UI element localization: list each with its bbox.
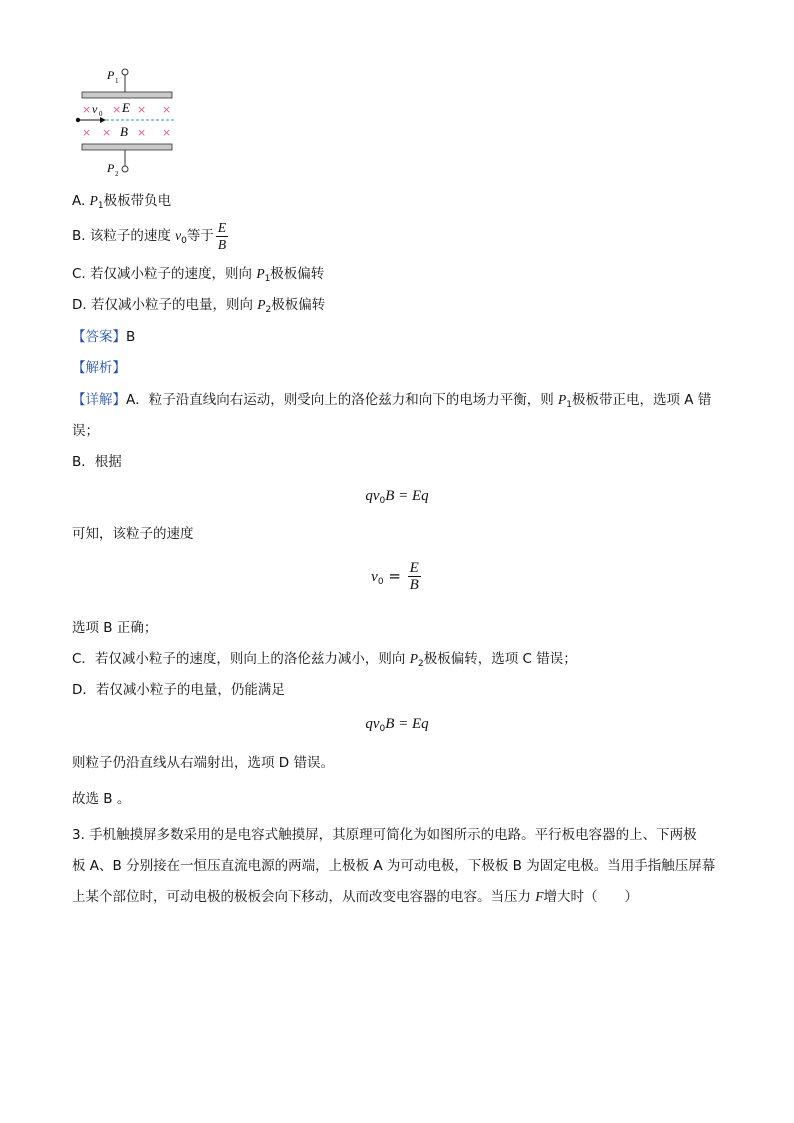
cross-mark: × (137, 103, 147, 116)
detail-c-text-end: 极板偏转，选项 C 错误； (423, 651, 577, 667)
option-c (72, 264, 324, 289)
answer-value: B (126, 329, 136, 345)
eq2-fraction (408, 560, 421, 593)
detail-b-intro (72, 452, 122, 472)
option-b-sub: 0 (181, 236, 187, 246)
equation-3 (0, 714, 794, 734)
cross-mark: × (162, 126, 172, 139)
fraction-numerator: E (217, 219, 227, 235)
field-b-label: B (120, 124, 128, 139)
option-b-prefix: B. 该粒子的速度 (72, 228, 176, 244)
detail-c-text: C．若仅减小粒子的速度，则向上的洛伦兹力减小，则向 (72, 651, 410, 667)
option-d-text: 极板偏转 (271, 297, 326, 313)
detail-a-text-end: 极板带正电，选项 A 错 (572, 392, 712, 408)
option-a-sub: 1 (97, 201, 104, 211)
detail-a-line1 (72, 390, 711, 415)
detail-a-sub: 1 (566, 400, 573, 410)
detail-a-text: A．粒子沿直线向右运动，则受向上的洛伦兹力和向下的电场力平衡，则 (126, 392, 559, 408)
detail-c-line (72, 649, 577, 674)
option-a (72, 191, 171, 216)
bottom-plate (82, 144, 172, 150)
option-b-var: v (175, 228, 182, 243)
eq2-equals: = (383, 567, 406, 585)
detail-b-conclusion (72, 618, 157, 638)
eq3-sub: 0 (379, 724, 386, 734)
eq2-var: v (371, 569, 378, 585)
detail-d-intro-text: D．若仅减小粒子的电量，仍能满足 (72, 682, 285, 698)
eq2-denominator: B (409, 577, 419, 593)
option-a-prefix: A. (72, 193, 90, 209)
top-terminal (122, 69, 128, 75)
detail-a-plate: P (558, 392, 567, 407)
detail-a-text-2: 误； (72, 423, 99, 439)
question3-text-1: 3. 手机触摸屏多数采用的是电容式触摸屏，其原理可简化为如图所示的电路。平行板电容器的上、下两极 (72, 827, 697, 843)
cross-mark: × (102, 126, 112, 139)
option-d-prefix: D. 若仅减小粒子的电量，则向 (72, 297, 258, 313)
question3-line3 (72, 887, 638, 907)
plate-p2-sub: 2 (115, 170, 119, 177)
question3-force-var: F (535, 889, 544, 904)
analysis-label: 【解析】 (72, 360, 126, 376)
velocity-arrowhead (100, 117, 106, 123)
cross-mark: × (112, 103, 122, 116)
equation-1 (0, 486, 794, 506)
answer-label: 【答案】 (72, 329, 126, 345)
eq1-sub: 0 (379, 496, 386, 506)
option-b-fraction (216, 220, 228, 253)
option-a-text: 极板带负电 (103, 193, 172, 209)
question3-text-2: 板 A、B 分别接在一恒压直流电源的两端，上极板 A 为可动电极，下极板 B 为固定电极。当用手指触压屏幕 (72, 858, 716, 874)
option-a-plate: P (89, 193, 98, 208)
question3-text-3-end: 增大时（ ） (543, 889, 639, 905)
detail-a-line2 (72, 421, 99, 441)
option-d (72, 295, 325, 320)
plate-p1-sub: 1 (115, 77, 119, 85)
cross-mark: × (162, 103, 172, 116)
detail-b-conclusion-text: 选项 B 正确； (72, 620, 158, 636)
fraction-denominator: B (217, 236, 227, 252)
bottom-terminal (122, 166, 128, 172)
detail-d-intro (72, 680, 285, 700)
analysis-line (72, 358, 126, 378)
eq1-right: B = Eq (385, 488, 429, 504)
detail-b-know-text: 可知，该粒子的速度 (72, 526, 194, 542)
detail-label: 【详解】 (72, 392, 126, 408)
detail-b-know (72, 524, 194, 544)
option-c-sub: 1 (264, 274, 271, 284)
equation-2 (0, 560, 794, 593)
answer-line (72, 327, 135, 347)
eq3-right: B = Eq (385, 716, 429, 732)
option-c-text: 极板偏转 (270, 266, 325, 282)
question3-text-3: 上某个部位时，可动电极的极板会向下移动，从而改变电容器的电容。当压力 (72, 889, 536, 905)
eq2-sub: 0 (377, 577, 384, 587)
velocity-selector-diagram (70, 62, 200, 177)
final-answer-line (72, 789, 130, 809)
option-c-prefix: C. 若仅减小粒子的速度，则向 (72, 266, 257, 282)
plate-p2-label: P (107, 161, 115, 175)
question3-line1 (72, 825, 697, 845)
option-b-mid: 等于 (186, 228, 214, 244)
detail-b-intro-text: B．根据 (72, 454, 122, 470)
velocity-sub: 0 (99, 110, 103, 118)
eq3-left: qv (365, 716, 380, 732)
top-plate (82, 92, 172, 98)
detail-c-plate: P (409, 651, 418, 666)
option-b (72, 218, 230, 259)
eq2-numerator: E (409, 560, 419, 576)
question3-line2 (72, 856, 715, 876)
option-c-plate: P (256, 266, 265, 281)
eq1-left: qv (365, 488, 380, 504)
velocity-label: v (92, 102, 98, 116)
plate-p1-label: P (107, 68, 115, 82)
option-d-plate: P (257, 297, 266, 312)
cross-mark: × (82, 103, 92, 116)
detail-d-conclusion-text: 则粒子仍沿直线从右端射出，选项 D 错误。 (72, 755, 334, 771)
cross-mark: × (137, 126, 147, 139)
final-answer-text: 故选 B 。 (72, 791, 131, 807)
detail-d-conclusion (72, 753, 334, 773)
field-e-label: E (122, 100, 130, 115)
detail-c-sub: 2 (417, 659, 424, 669)
cross-mark: × (82, 126, 92, 139)
option-d-sub: 2 (265, 305, 272, 315)
